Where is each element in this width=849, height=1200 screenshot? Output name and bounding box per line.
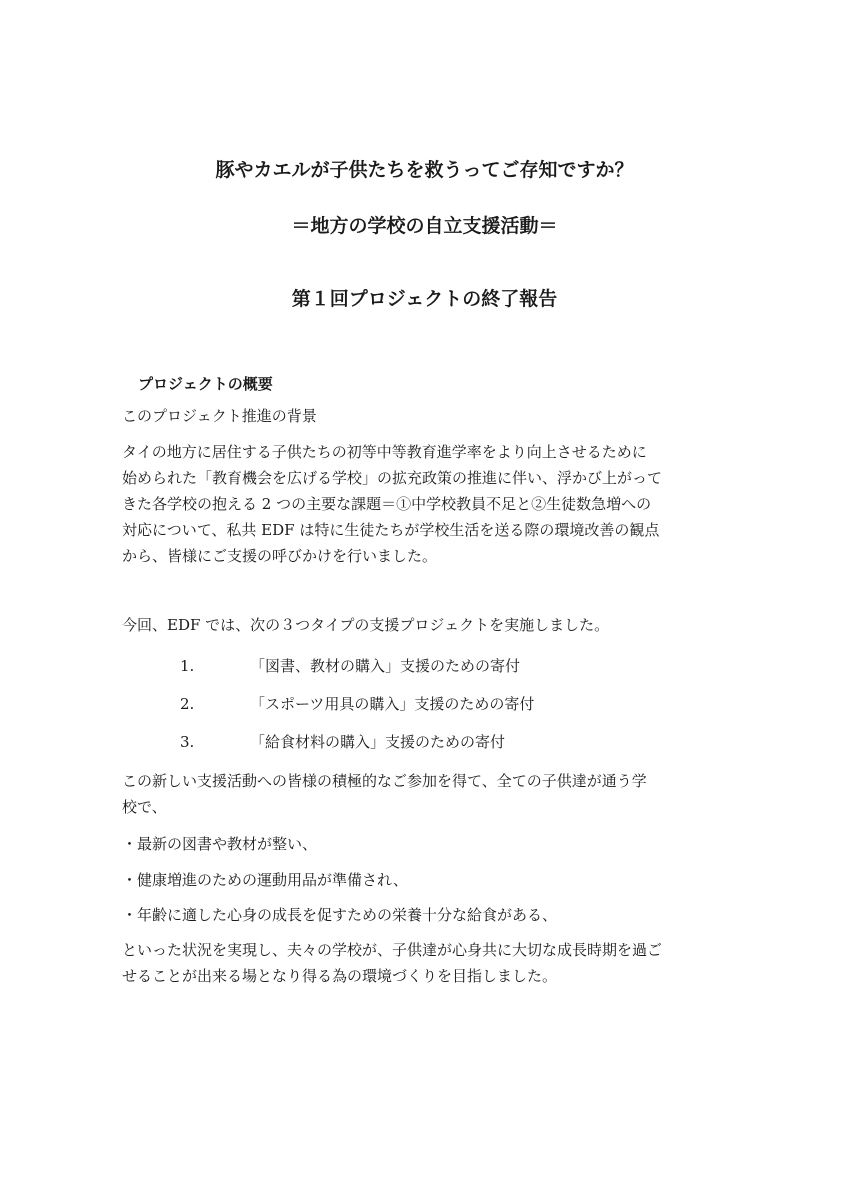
projects-intro: 今回、EDF では、次の３つタイプの支援プロジェクトを実施しました。 <box>122 616 610 634</box>
section-heading-overview: プロジェクトの概要 <box>138 375 273 393</box>
project-number: 3. <box>180 733 195 751</box>
closing-line: といった状況を実現し、夫々の学校が、子供達が心身共に大切な成長時期を過ご <box>122 941 663 959</box>
background-line: 始められた「教育機会を広げる学校」の拡充政策の推進に伴い、浮かび上がって <box>122 469 663 487</box>
bullet-item: ・最新の図書や教材が整い、 <box>122 835 318 853</box>
document-title: 豚やカエルが子供たちを救うってご存知ですか？ <box>215 159 634 181</box>
background-heading: このプロジェクト推進の背景 <box>122 407 317 425</box>
project-number: 1. <box>180 657 195 675</box>
background-line: きた各学校の抱える 2 つの主要な課題＝①中学校教員不足と②生徒数急増への <box>122 495 652 513</box>
project-item: 「スポーツ用具の購入」支援のための寄付 <box>250 695 535 713</box>
background-line: タイの地方に居住する子供たちの初等中等教育進学率をより向上させるために <box>122 443 647 461</box>
document-subtitle: ＝地方の学校の自立支援活動＝ <box>291 215 558 237</box>
participation-line: この新しい支援活動への皆様の積極的なご参加を得て、全ての子供達が通う学 <box>122 772 647 790</box>
project-item: 「給食材料の購入」支援のための寄付 <box>250 733 506 751</box>
bullet-item: ・健康増進のための運動用品が準備され、 <box>122 871 408 889</box>
project-number: 2. <box>180 695 195 713</box>
bullet-item: ・年齢に適した心身の成長を促すための栄養十分な給食がある、 <box>122 906 558 924</box>
background-line: から、皆様にご支援の呼びかけを行いました。 <box>122 547 438 565</box>
background-line: 対応について、私共 EDF は特に生徒たちが学校生活を送る際の環境改善の観点 <box>122 521 660 539</box>
participation-line: 校で、 <box>122 798 167 816</box>
report-title: 第１回プロジェクトの終了報告 <box>291 288 558 310</box>
closing-line: せることが出来る場となり得る為の環境づくりを目指しました。 <box>122 967 558 985</box>
project-item: 「図書、教材の購入」支援のための寄付 <box>250 657 521 675</box>
